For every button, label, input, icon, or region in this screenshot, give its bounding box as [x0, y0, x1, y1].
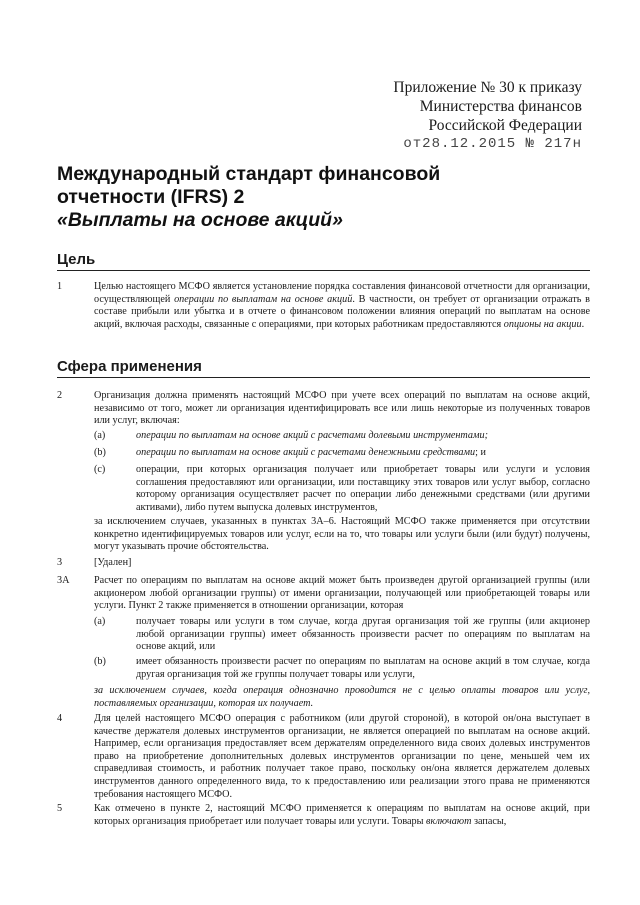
item-3a-b: имеет обязанность произвести расчет по операциям по выплатам на основе акций в том случае, когда другая организация той же группы получает товары или услуги,	[136, 656, 590, 680]
document-title	[57, 163, 440, 232]
section-heading-goal: Цель	[57, 251, 590, 271]
title-line-2: отчетности (IFRS) 2	[57, 186, 245, 208]
p3a-conclusion-text: за исключением случаев, когда операция однозначно проводится не с целью оплаты товаров или услуг, поставляемых организации, которая их получает.	[94, 685, 590, 709]
paragraph-5	[94, 803, 590, 828]
paragraph-2: Организация должна применять настоящий МСФО при учете всех операций по выплатам на основе акций, независимо от того, может ли организация идентифицировать все или лишь некоторые из полученных товаров или услуг, включая:	[94, 390, 590, 427]
paragraph-2-conclusion: за исключением случаев, указанных в пунктах 3А–6. Настоящий МСФО также применяется при отсутствии конкретно идентифицируемых товаров или услуг, если на то, что товары или услуги были (или будут) получены, могут указывать прочие обстоятельства.	[94, 516, 590, 553]
paragraph-4: Для целей настоящего МСФО операция с работником (или другой стороной), в которой он/она выступает в качестве держателя долевых инструментов организации, не является операцией по выплатам на основе акций. Например, если организация предоставляет всем держателям определенного вида своих долевых инструментов право на приобретение дополнительных долевых инструментов организации по цене, меньшей чем их справедливая стоимость, и работник получает такое право, поскольку он/она является держателем долевых инструментов данного определенного вида, то к предоставлению или реализации этого права не применяются требования настоящего МСФО.	[94, 713, 590, 800]
item-2a-text: операции по выплатам на основе акций с расчетами долевыми инструментами;	[136, 430, 488, 441]
item-label-3a-b: (b)	[94, 656, 106, 667]
p5-tail: запасы,	[471, 815, 507, 827]
paragraph-3a: Расчет по операциям по выплатам на основе акций может быть произведен другой организацией группы (или акционером любой организации группы) от имени организации, получающей или приобретающей товары или услуги. Пункт 2 также применяется в отношении организации, которая	[94, 575, 590, 612]
item-2c: операции, при которых организация получает или приобретает товары или услуги и условия соглашения предоставляют или организации, или поставщику этих товаров или услуг выбор, согласно которому организация осуществляет расчет по операции либо денежными средствами (или другими активами), либо путем выпуска долевых инструментов,	[136, 464, 590, 513]
item-2a	[136, 430, 590, 443]
p1-term-options: опционы на акции	[503, 318, 582, 330]
item-label-2b: (b)	[94, 447, 106, 458]
p1-text-b: . В частности, он требует от организации отражать в составе прибыли или убытка и в отчете о финансовом положении влияния операций по выплатам на основе акций, включая расходы, связанные с операциями, при которых работникам предоставляются	[94, 293, 590, 330]
paragraph-number-5: 5	[57, 803, 63, 814]
item-label-2c: (c)	[94, 464, 106, 475]
paragraph-3: [Удален]	[94, 557, 132, 568]
order-line-3: Российской Федерации	[428, 117, 582, 134]
item-2b-tail: ; и	[475, 447, 486, 458]
title-line-3: «Выплаты на основе акций»	[57, 209, 343, 231]
section-heading-scope: Сфера применения	[57, 358, 590, 378]
order-line-2: Министерства финансов	[419, 98, 582, 115]
paragraph-number-4: 4	[57, 713, 63, 724]
order-line-1: Приложение № 30 к приказу	[393, 79, 582, 96]
item-2b-text: операции по выплатам на основе акций с расчетами денежными средствами	[136, 447, 476, 458]
paragraph-number-3: 3	[57, 557, 63, 568]
paragraph-3a-conclusion	[94, 685, 590, 710]
p1-text-c: .	[581, 318, 585, 330]
p1-text-a: Целью настоящего МСФО является установление порядка составления финансовой отчетности для организации, осуществляющей	[94, 281, 590, 305]
paragraph-number-2: 2	[57, 390, 63, 401]
title-line-1: Международный стандарт финансовой	[57, 163, 441, 185]
p1-term-share-payments: операции по выплатам на основе акций	[174, 293, 353, 305]
order-reference	[393, 78, 582, 154]
p5-term-include: включают	[426, 815, 472, 827]
paragraph-number-3a: 3A	[57, 575, 70, 586]
item-3a-a: получает товары или услуги в том случае, когда другая организация той же группы (или акционер любой организации группы) имеет обязанность произвести расчет по операциям по выплатам на основе акций, или	[136, 616, 590, 653]
order-date-number: от28.12.2015 № 217н	[403, 136, 582, 152]
paragraph-1	[94, 281, 590, 331]
item-label-2a: (a)	[94, 430, 106, 441]
paragraph-number-1: 1	[57, 281, 63, 292]
item-2b	[136, 447, 590, 460]
p5-text: Как отмечено в пункте 2, настоящий МСФО применяется к операциям по выплатам на основе акций, при которых организация приобретает или получает товары или услуги. Товары	[94, 803, 590, 827]
item-label-3a-a: (a)	[94, 616, 106, 627]
